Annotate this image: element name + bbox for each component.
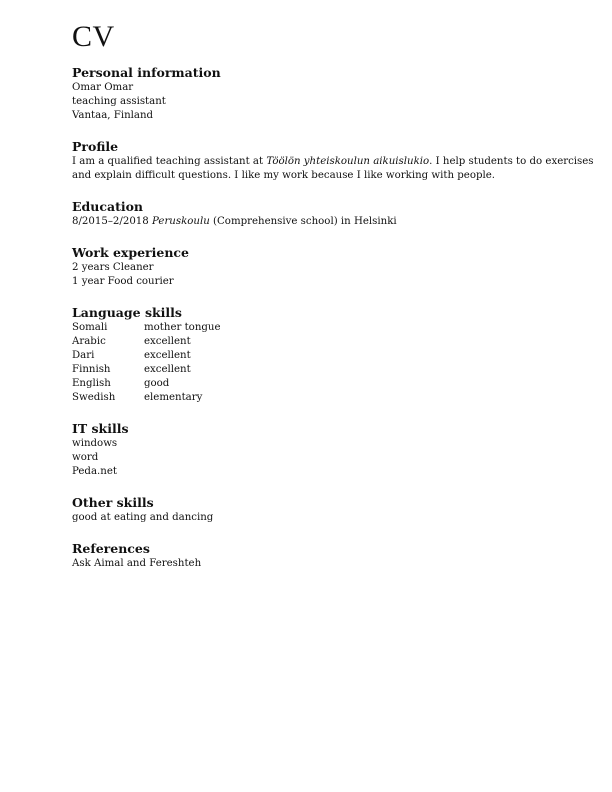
language-row <box>72 349 602 363</box>
spacer <box>72 183 602 199</box>
language-name: Finnish <box>72 364 111 375</box>
work-item: 1 year Food courier <box>72 276 174 287</box>
spacer <box>72 525 602 541</box>
profile-text <box>72 155 602 183</box>
work-item: 2 years Cleaner <box>72 262 154 273</box>
language-name: Dari <box>72 350 95 361</box>
profile-text-line1-end: . I help students to do exercises <box>429 156 594 167</box>
personal-section <box>72 65 602 123</box>
it-section <box>72 421 602 479</box>
spacer <box>72 123 602 139</box>
education-section <box>72 199 602 229</box>
language-row <box>72 321 602 335</box>
it-item: windows <box>72 438 118 449</box>
education-detail: (Comprehensive school) in Helsinki <box>209 216 397 227</box>
person-role: teaching assistant <box>72 96 166 107</box>
language-row <box>72 391 602 405</box>
profile-section <box>72 139 602 183</box>
references-heading: References <box>72 541 150 556</box>
spacer <box>72 229 602 245</box>
profile-heading: Profile <box>72 139 119 154</box>
it-heading: IT skills <box>72 421 129 436</box>
language-name: English <box>72 378 111 389</box>
language-name: Swedish <box>72 392 116 403</box>
other-section <box>72 495 602 525</box>
language-name: Somali <box>72 322 108 333</box>
language-section <box>72 305 602 405</box>
it-item: Peda.net <box>72 466 117 477</box>
other-text: good at eating and dancing <box>72 512 214 523</box>
language-level: excellent <box>144 336 191 347</box>
language-name: Arabic <box>72 336 106 347</box>
education-heading: Education <box>72 199 144 214</box>
language-level: excellent <box>144 364 191 375</box>
education-entry <box>72 215 602 229</box>
profile-school: Töölön yhteiskoulun aikuislukio <box>266 156 430 167</box>
spacer <box>72 479 602 495</box>
language-level: mother tongue <box>144 322 221 333</box>
work-heading: Work experience <box>72 245 189 260</box>
other-heading: Other skills <box>72 495 154 510</box>
cv-title: CV <box>72 20 115 53</box>
spacer <box>72 405 602 421</box>
profile-text-start: I am a qualified teaching assistant at <box>72 156 267 167</box>
language-row <box>72 335 602 349</box>
references-text: Ask Aimal and Fereshteh <box>72 558 202 569</box>
cv-page <box>72 20 602 571</box>
references-section <box>72 541 602 571</box>
education-dates: 8/2015–2/2018 <box>72 216 153 227</box>
language-heading: Language skills <box>72 305 182 320</box>
language-row <box>72 377 602 391</box>
language-level: excellent <box>144 350 191 361</box>
education-school: Peruskoulu <box>152 216 210 227</box>
work-section <box>72 245 602 289</box>
person-name: Omar Omar <box>72 82 134 93</box>
language-level: elementary <box>144 392 203 403</box>
profile-text-line2: and explain difficult questions. I like my work because I like working with people. <box>72 170 495 181</box>
personal-heading: Personal information <box>72 65 221 80</box>
language-level: good <box>144 378 170 389</box>
it-item: word <box>72 452 99 463</box>
person-location: Vantaa, Finland <box>72 110 154 121</box>
spacer <box>72 289 602 305</box>
language-row <box>72 363 602 377</box>
